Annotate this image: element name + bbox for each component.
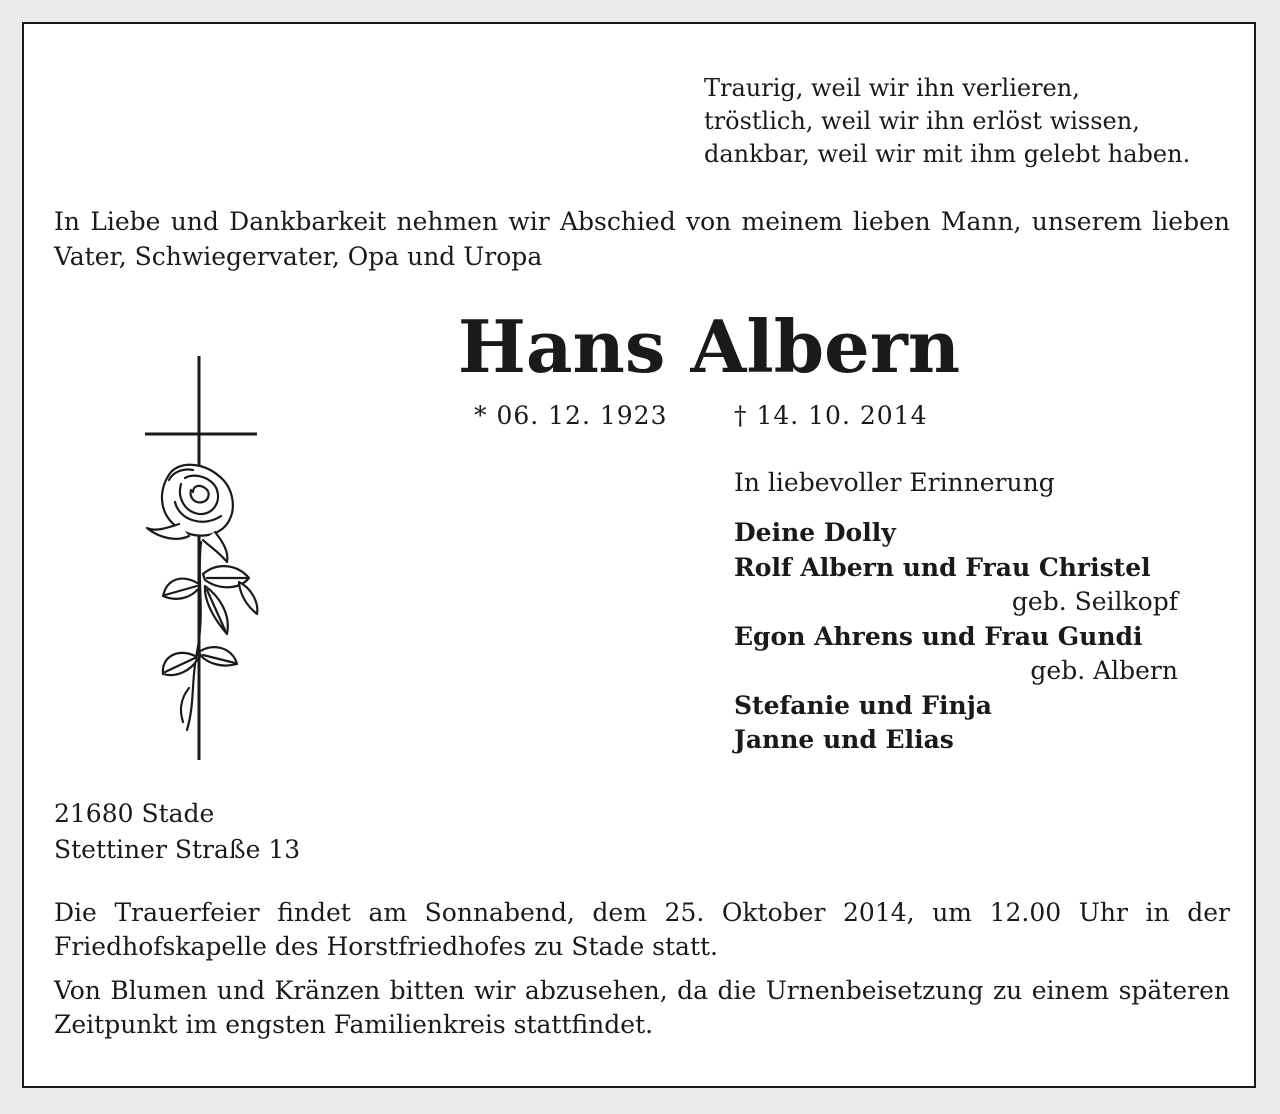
address-street: Stettiner Straße 13 bbox=[54, 835, 301, 864]
address bbox=[54, 796, 300, 868]
death-date: † 14. 10. 2014 bbox=[734, 401, 928, 430]
memory-line: In liebevoller Erinnerung bbox=[734, 468, 1055, 497]
intro-text: In Liebe und Dankbarkeit nehmen wir Abschied von meinem lieben Mann, unserem lieben Vater, Schwiegervater, Opa und Uropa bbox=[54, 207, 1230, 271]
address-city: 21680 Stade bbox=[54, 799, 215, 828]
deceased-name: Hans Albern bbox=[457, 304, 961, 389]
motto-line-2: tröstlich, weil wir ihn erlöst wissen, bbox=[704, 107, 1140, 135]
motto-line-3: dankbar, weil wir mit ihm gelebt haben. bbox=[704, 140, 1191, 168]
motto bbox=[704, 72, 1190, 171]
mourners-list bbox=[734, 516, 1178, 758]
flowers-notice: Von Blumen und Kränzen bitten wir abzusehen, da die Urnenbeisetzung zu einem späteren Zeitpunkt im engsten Familienkreis stattfindet. bbox=[54, 976, 1230, 1039]
maiden-name: geb. Albern bbox=[1030, 656, 1178, 685]
mourner-name: Egon Ahrens und Frau Gundi bbox=[734, 621, 1143, 651]
mourner-name: Rolf Albern und Frau Christel bbox=[734, 552, 1151, 582]
maiden-name: geb. Seilkopf bbox=[1011, 587, 1178, 616]
birth-date: * 06. 12. 1923 bbox=[474, 401, 668, 430]
rose-icon bbox=[147, 465, 257, 730]
funeral-notice: Die Trauerfeier findet am Sonnabend, dem 25. Oktober 2014, um 12.00 Uhr in der Friedhofskapelle des Horstfriedhofes zu Stade statt. bbox=[54, 898, 1230, 961]
mourner-name: Stefanie und Finja bbox=[734, 690, 992, 720]
cross-with-rose-icon bbox=[119, 352, 279, 762]
obituary-frame bbox=[22, 22, 1256, 1088]
mourner-name: Janne und Elias bbox=[734, 725, 954, 754]
mourner-name: Deine Dolly bbox=[734, 518, 896, 547]
motto-line-1: Traurig, weil wir ihn verlieren, bbox=[704, 74, 1080, 102]
